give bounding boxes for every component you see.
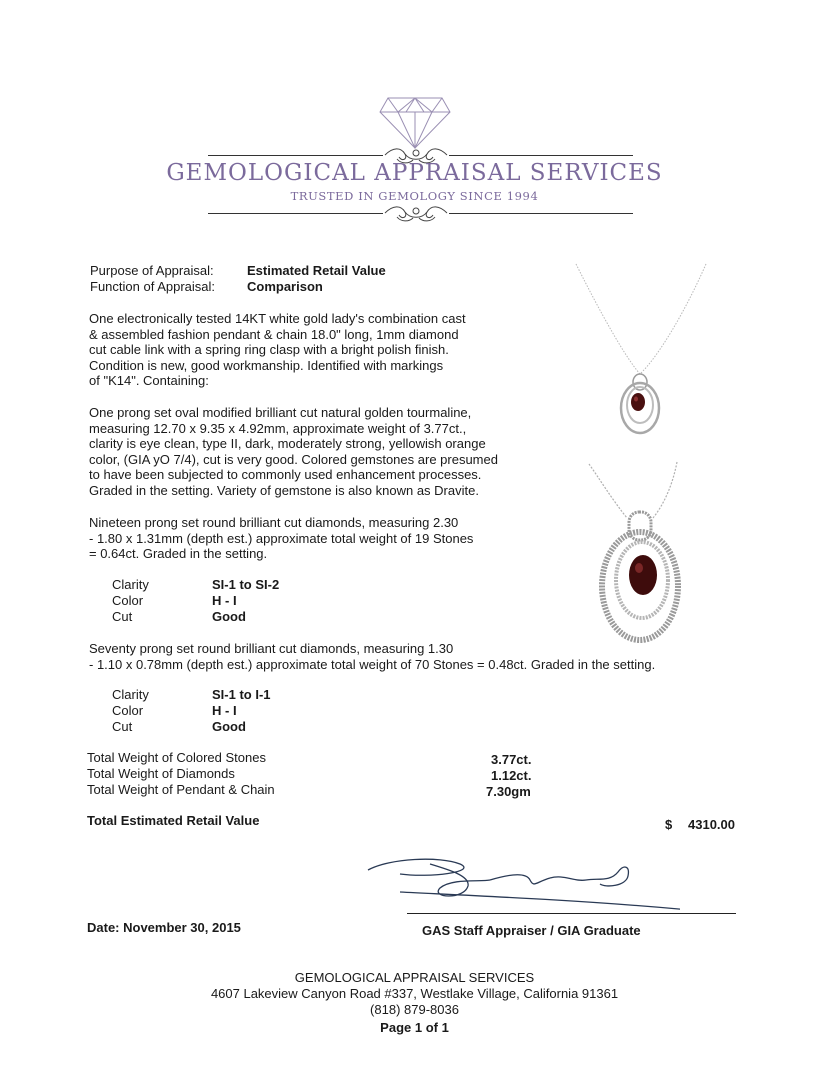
header-rule-top-right [449,155,633,156]
total-pendant-value: 7.30gm [486,784,531,799]
diamonds1-line: Nineteen prong set round brilliant cut diamonds, measuring 2.30 [89,515,459,530]
grade2-clarity-label: Clarity [112,687,149,702]
grade1-clarity-label: Clarity [112,577,149,592]
tourmaline-description [89,405,498,499]
header-rule-bottom-right [449,213,633,214]
pendant-photo-large [585,458,695,648]
company-title: GEMOLOGICAL APPRAISAL SERVICES [166,160,663,186]
grade1-color-label: Color [112,593,144,608]
tourmaline-line: to have been subjected to commonly used enhancement processes. [89,467,482,483]
description-line: cut cable link with a spring ring clasp with a bright polish finish. [89,342,449,358]
grade1-clarity-value: SI-1 to SI-2 [212,577,280,592]
header-rule-top-left [208,155,383,156]
diamond-logo-icon [378,90,452,150]
appraisal-date: Date: November 30, 2015 [87,920,241,935]
description-line: of "K14". Containing: [89,373,209,389]
diamonds2-line: Seventy prong set round brilliant cut diamonds, measuring 1.30 [89,641,454,656]
tourmaline-line: measuring 12.70 x 9.35 x 4.92mm, approximate weight of 3.77ct., [89,420,467,436]
total-pendant-label: Total Weight of Pendant & Chain [87,782,275,797]
diamonds1-line: = 0.64ct. Graded in the setting. [89,546,268,562]
footer-phone: (818) 879-8036 [370,1002,459,1017]
total-diamonds-label: Total Weight of Diamonds [87,766,235,781]
purpose-label: Purpose of Appraisal: [90,263,214,278]
grade2-color-label: Color [112,703,144,718]
description-line: Condition is new, good workmanship. Identified with markings [89,357,444,373]
appraiser-title: GAS Staff Appraiser / GIA Graduate [422,923,641,938]
total-diamonds-value: 1.12ct. [491,768,532,783]
tourmaline-line: One prong set oval modified brilliant cut natural golden tourmaline, [89,405,472,420]
grade1-color-value: H - I [212,593,237,608]
company-tagline: TRUSTED IN GEMOLOGY SINCE 1994 [290,189,539,203]
item-description [89,311,466,389]
footer-address: 4607 Lakeview Canyon Road #337, Westlake Village, California 91361 [210,986,619,1001]
appraiser-signature [360,852,680,914]
page-number: Page 1 of 1 [380,1020,449,1035]
diamonds-description-2 [89,641,655,672]
grade2-cut-value: Good [212,719,246,734]
footer-company: GEMOLOGICAL APPRAISAL SERVICES [294,970,535,985]
grade1-cut-value: Good [212,609,246,624]
retail-currency: $ [665,817,673,832]
total-colored-label: Total Weight of Colored Stones [87,750,266,765]
function-label: Function of Appraisal: [90,279,216,294]
description-line: & assembled fashion pendant & chain 18.0" long, 1mm diamond [89,326,459,342]
grade2-color-value: H - I [212,703,237,718]
diamonds1-line: - 1.80 x 1.31mm (depth est.) approximate total weight of 19 Stones [89,530,474,546]
tourmaline-line: Graded in the setting. Variety of gemstone is also known as Dravite. [89,482,479,498]
grade2-clarity-value: SI-1 to I-1 [212,687,271,702]
total-colored-value: 3.77ct. [491,752,532,767]
retail-value-label: Total Estimated Retail Value [87,813,260,828]
grade1-cut-label: Cut [112,609,133,624]
header-rule-bottom-left [208,213,383,214]
grade2-cut-label: Cut [112,719,133,734]
function-value: Comparison [247,279,323,294]
tourmaline-line: color, (GIA yO 7/4), cut is very good. Colored gemstones are presumed [89,451,498,467]
retail-value: 4310.00 [688,817,735,832]
diamonds2-line: - 1.10 x 0.78mm (depth est.) approximate total weight of 70 Stones = 0.48ct. Graded in the setting. [89,656,656,672]
description-line: One electronically tested 14KT white gold lady's combination cast [89,311,466,326]
diamonds-description-1 [89,515,473,562]
pendant-photo-small [570,262,710,442]
signature-line [407,913,736,914]
scroll-ornament-bottom [383,203,449,223]
tourmaline-line: clarity is eye clean, type II, dark, moderately strong, yellowish orange [89,436,486,452]
purpose-value: Estimated Retail Value [247,263,386,278]
